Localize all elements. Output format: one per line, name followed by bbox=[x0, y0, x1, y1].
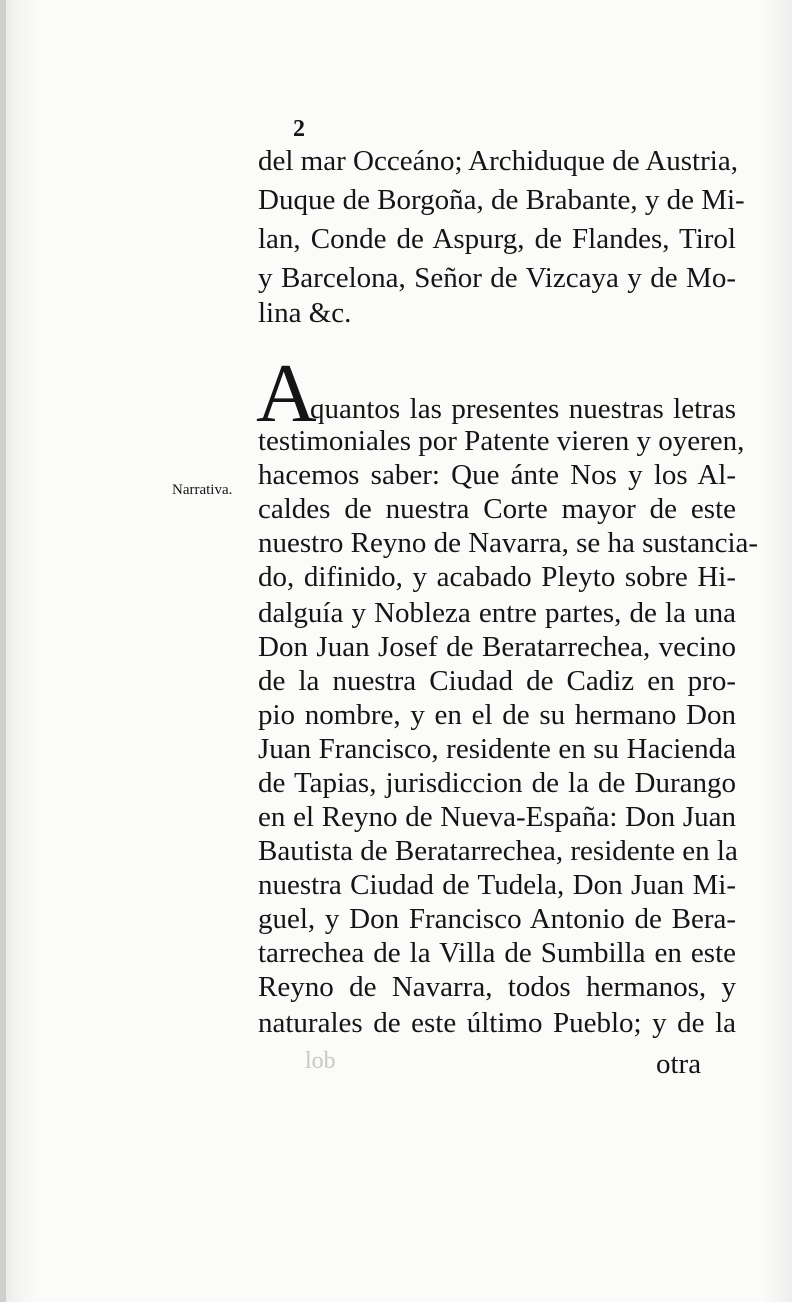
text-line: lan, Conde de Aspurg, de Flandes, Tirol bbox=[258, 223, 736, 255]
text-line: naturales de este último Pueblo; y de la bbox=[258, 1007, 736, 1039]
text-line: Reyno de Navarra, todos hermanos, y bbox=[258, 971, 736, 1003]
text-line: testimoniales por Patente vieren y oyeren, bbox=[258, 425, 745, 457]
text-line: nuestra Ciudad de Tudela, Don Juan Mi- bbox=[258, 869, 736, 901]
text-line: Juan Francisco, residente en su Hacienda bbox=[258, 733, 736, 765]
text-line: tarrechea de la Villa de Sumbilla en este bbox=[258, 937, 736, 969]
page-number: 2 bbox=[293, 116, 305, 142]
margin-note: Narrativa. bbox=[172, 482, 233, 498]
text-line: Duque de Borgoña, de Brabante, y de Mi- bbox=[258, 184, 745, 216]
faint-show-through-marks: lob bbox=[305, 1048, 336, 1074]
text-line: pio nombre, y en el de su hermano Don bbox=[258, 699, 736, 731]
catchword: otra bbox=[656, 1048, 702, 1080]
text-line: dalguía y Nobleza entre partes, de la una bbox=[258, 597, 736, 629]
text-line: Bautista de Beratarrechea, residente en la bbox=[258, 835, 738, 867]
text-line: lina &c. bbox=[258, 297, 352, 329]
text-line: de la nuestra Ciudad de Cadiz en pro- bbox=[258, 665, 736, 697]
text-line: caldes de nuestra Corte mayor de este bbox=[258, 493, 736, 525]
text-line: Don Juan Josef de Beratarrechea, vecino bbox=[258, 631, 736, 663]
text-line: quantos las presentes nuestras letras bbox=[310, 393, 736, 425]
text-line: del mar Occeáno; Archiduque de Austria, bbox=[258, 145, 738, 177]
text-line: do, difinido, y acabado Pleyto sobre Hi- bbox=[258, 561, 736, 593]
page-edge-shadow bbox=[0, 0, 6, 1302]
text-line: y Barcelona, Señor de Vizcaya y de Mo- bbox=[258, 262, 736, 294]
text-line: guel, y Don Francisco Antonio de Bera- bbox=[258, 903, 736, 935]
drop-cap: A bbox=[256, 347, 317, 440]
text-line: nuestro Reyno de Navarra, se ha sustancia- bbox=[258, 527, 759, 559]
text-line: hacemos saber: Que ánte Nos y los Al- bbox=[258, 459, 736, 491]
text-line: en el Reyno de Nueva-España: Don Juan bbox=[258, 801, 736, 833]
text-line: de Tapias, jurisdiccion de la de Durango bbox=[258, 767, 736, 799]
